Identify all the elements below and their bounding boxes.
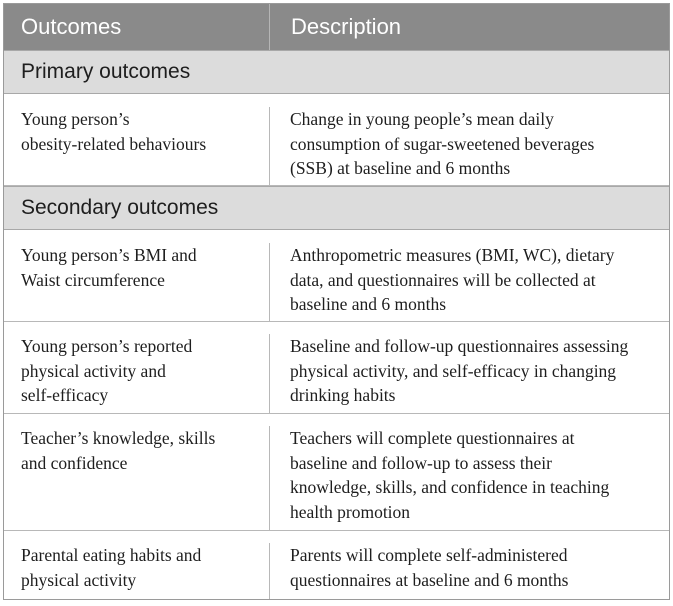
section-secondary-outcomes: Secondary outcomes xyxy=(4,186,669,230)
outcomes-table xyxy=(3,3,670,600)
description-line: consumption of sugar-sweetened beverages xyxy=(290,133,595,154)
description-line: health promotion xyxy=(290,501,411,522)
description-line: baseline and follow-up to assess their xyxy=(290,452,552,473)
outcome-line: Waist circumference xyxy=(21,269,165,290)
description-line: data, and questionnaires will be collected at xyxy=(290,269,596,290)
outcome-line: Young person’s BMI and xyxy=(21,245,197,265)
outcome-line: Young person’s reported xyxy=(21,336,193,356)
outcome-line: self-efficacy xyxy=(21,385,109,405)
outcome-cell xyxy=(4,426,270,530)
description-cell xyxy=(270,334,669,413)
description-cell xyxy=(270,543,669,599)
table-row xyxy=(4,94,669,186)
description-cell xyxy=(270,107,669,185)
outcome-line: Teacher’s knowledge, skills xyxy=(21,428,216,448)
description-line: drinking habits xyxy=(290,385,396,405)
description-line: Baseline and follow-up questionnaires assessing xyxy=(290,336,629,356)
description-line: baseline and 6 months xyxy=(290,294,447,314)
description-line: Teachers will complete questionnaires at xyxy=(290,428,575,448)
description-line: (SSB) at baseline and 6 months xyxy=(290,158,511,178)
description-line: Change in young people’s mean daily xyxy=(290,109,554,129)
outcome-line: physical activity xyxy=(21,569,137,590)
description-line: Parents will complete self-administered xyxy=(290,545,568,565)
outcome-line: Parental eating habits and xyxy=(21,545,202,565)
outcome-cell xyxy=(4,543,270,599)
table-row xyxy=(4,230,669,322)
description-cell xyxy=(270,243,669,321)
table-row xyxy=(4,322,669,414)
table-row xyxy=(4,531,669,599)
outcome-line: obesity-related behaviours xyxy=(21,133,207,154)
header-description: Description xyxy=(291,14,402,39)
section-primary-outcomes: Primary outcomes xyxy=(4,50,669,94)
header-outcomes: Outcomes xyxy=(4,4,270,50)
outcome-cell xyxy=(4,243,270,321)
description-line: knowledge, skills, and confidence in teaching xyxy=(290,477,610,497)
description-cell xyxy=(270,426,669,530)
table-header xyxy=(4,4,669,50)
outcome-line: physical activity and xyxy=(21,360,166,381)
table-row xyxy=(4,414,669,531)
outcome-line: and confidence xyxy=(21,452,128,473)
outcome-cell xyxy=(4,107,270,185)
description-line: Anthropometric measures (BMI, WC), dietary xyxy=(290,245,615,265)
description-line: physical activity, and self-efficacy in changing xyxy=(290,360,617,381)
outcome-line: Young person’s xyxy=(21,109,130,129)
description-line: questionnaires at baseline and 6 months xyxy=(290,569,569,590)
outcome-cell xyxy=(4,334,270,413)
